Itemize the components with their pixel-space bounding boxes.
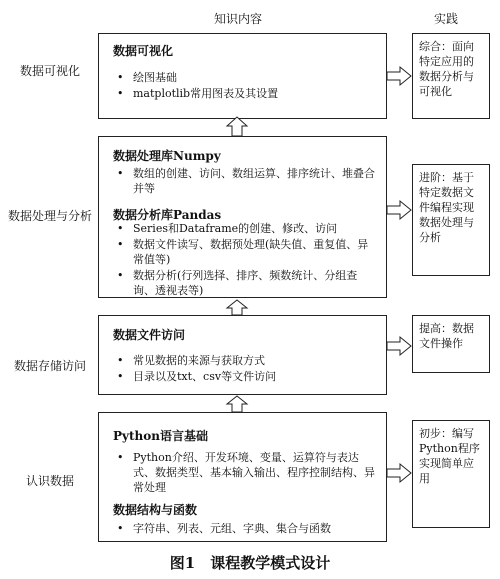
up-arrow-icon [227, 300, 247, 315]
right-arrow-icon [387, 201, 411, 219]
practice-box-improve: 提高：数据文件操作 [412, 315, 490, 373]
row-label-visualization: 数据可视化 [19, 64, 80, 78]
list-item: • 常见数据的来源与获取方式 [117, 354, 265, 367]
row-label-storage: 数据存储访问 [13, 359, 86, 373]
list-item: • matplotlib常用图表及其设置 [117, 87, 279, 100]
right-arrow-icon [387, 337, 411, 355]
practice-box-advanced: 进阶：基于特定数据文件编程实现数据处理与分析 [412, 164, 490, 276]
visualization-title: 数据可视化 [113, 44, 174, 58]
list-item: • 目录以及txt、csv等文件访问 [117, 370, 277, 383]
numpy-title: 数据处理库Numpy [113, 149, 221, 163]
pandas-title: 数据分析库Pandas [113, 208, 222, 222]
list-item: • Series和Dataframe的创建、修改、访问 [117, 222, 338, 235]
list-item: • 数据分析(行列选择、排序、频数统计、分组查询、透视表等) [117, 269, 358, 297]
practice-column-header: 实践 [434, 12, 459, 26]
storage-title: 数据文件访问 [113, 328, 186, 342]
list-item: • 数组的创建、访问、数组运算、排序统计、堆叠合并等 [117, 167, 375, 195]
list-item: • Python介绍、开发环境、变量、运算符与表达式、数据类型、基本输入输出、程序控制结构、异常处理 [117, 451, 375, 494]
row-label-basics: 认识数据 [25, 474, 74, 488]
knowledge-column-header: 知识内容 [214, 12, 263, 26]
right-arrow-icon [387, 464, 411, 482]
struct-title: 数据结构与函数 [113, 503, 198, 517]
up-arrow-icon [227, 117, 247, 136]
python-title: Python语言基础 [113, 429, 208, 443]
row-label-processing: 数据处理与分析 [7, 209, 92, 223]
practice-box-beginner: 初步：编写Python程序实现简单应用 [412, 420, 490, 528]
up-arrow-icon [227, 396, 247, 412]
figure-caption: 图1 课程教学模式设计 [169, 554, 331, 572]
list-item: • 字符串、列表、元组、字典、集合与函数 [117, 522, 331, 535]
list-item: • 数据文件读写、数据预处理(缺失值、重复值、异常值等) [117, 238, 369, 266]
list-item: • 绘图基础 [117, 71, 177, 84]
practice-box-comprehensive: 综合：面向特定应用的数据分析与可视化 [412, 33, 490, 119]
right-arrow-icon [387, 67, 411, 85]
